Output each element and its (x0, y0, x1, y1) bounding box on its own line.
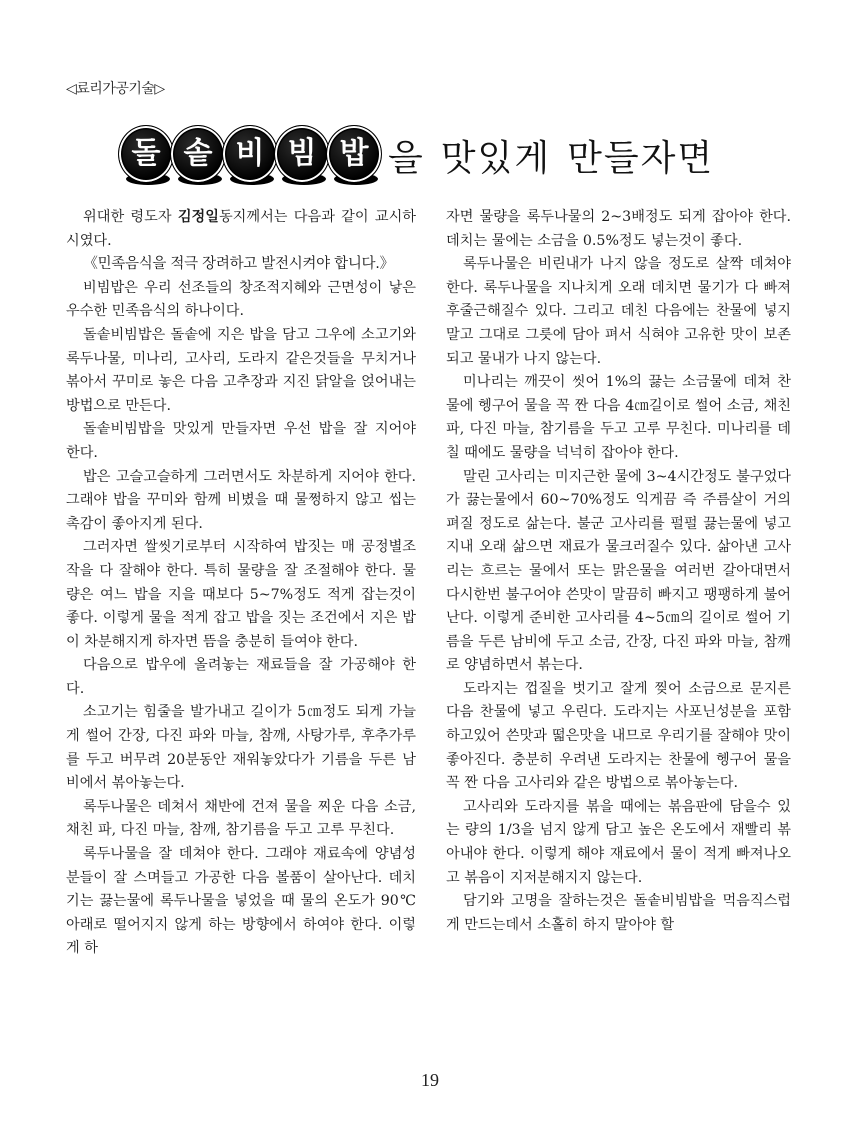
badge-char: 돌 (131, 136, 161, 171)
intro-text: 동지께서는 다음과 같이 교시하시였다. (66, 209, 416, 249)
badge-char: 비 (235, 136, 265, 171)
title-badge (274, 125, 330, 185)
badge-char: 밥 (339, 136, 369, 171)
body-paragraph: 말린 고사리는 미지근한 물에 3~4시간정도 불구었다가 끓는물에서 60~70%정도 익게끔 즉 주름살이 거의 펴질 정도로 삶는다. 불군 고사리를 펄펄 끓는물에 넣고 지내 오래 삶으면 재료가 물크러질수 있다. 삶아낸 고사리는 흐르는 물에서 또는 맑은물을 여러번 갈아대면서 다시한번 불구어야 쓴맛이 말끔히 빠지고 팽팽하게 불어난다. 이렇게 준비한 고사리를 4~5㎝의 길이로 썰어 기름을 두른 남비에 두고 소금, 간장, 다진 파와 마늘, 참깨로 양념하면서 볶는다. (446, 468, 791, 674)
badge-circle (118, 125, 174, 183)
badge-char: 솥 (183, 136, 213, 171)
quote-paragraph: 《민족음식을 적극 장려하고 발전시켜야 합니다.》 (83, 256, 394, 273)
title-badge (326, 125, 382, 185)
body-paragraph: 비빔밥은 우리 선조들의 창조적지혜와 근면성이 낳은 우수한 민족음식의 하나이다. (66, 279, 416, 320)
badge-circle (170, 125, 226, 183)
intro-paragraph (66, 206, 416, 253)
body-paragraph: 다음으로 밥우에 올려놓는 재료들을 잘 가공해야 한다. (66, 657, 416, 697)
badge-circle (222, 125, 278, 183)
badge-char: 빔 (287, 136, 317, 171)
article-title (118, 120, 714, 190)
body-paragraph: 록두나물은 데쳐서 채반에 건져 물을 찌운 다음 소금, 채친 파, 다진 마늘, 참깨, 참기름을 두고 고루 무친다. (66, 798, 416, 839)
body-paragraph: 돌솥비빔밥은 돌솥에 지은 밥을 담고 그우에 소고기와 록두나물, 미나리, 고사리, 도라지 같은것들을 무치거나 볶아서 꾸미로 놓은 다음 고추장과 지진 닭알을 얹어내는 방법으로 만든다. (66, 326, 416, 414)
intro-text: 위대한 령도자 (83, 209, 178, 225)
title-badge (118, 125, 174, 185)
left-column (66, 206, 416, 961)
body-paragraph: 돌솥비빔밥을 맛있게 만들자면 우선 밥을 잘 지어야 한다. (66, 421, 416, 461)
body-paragraph: 담기와 고명을 잘하는것은 돌솥비빔밥을 먹음직스럽게 만드는데서 소홀히 하지 말아야 할 (446, 893, 791, 933)
body-paragraph: 록두나물은 비린내가 나지 않을 정도로 살짝 데쳐야 한다. 록두나물을 지나치게 오래 데치면 물기가 다 빠져 후줄근해질수 있다. 그리고 데친 다음에는 찬물에 넣지 말고 그대로 그릇에 담아 펴서 식혀야 고유한 맛이 보존되고 물내가 나지 않는다. (446, 256, 791, 367)
title-word: 맛있게 (440, 137, 552, 179)
title-word: 만들자면 (567, 137, 715, 179)
section-tag: ◁료리가공기술▷ (66, 81, 165, 97)
body-paragraph: 소고기는 힘줄을 발가내고 길이가 5㎝정도 되게 가늘게 썰어 간장, 다진 파와 마늘, 참깨, 사탕가루, 후추가루를 두고 버무려 20분동안 재워놓았다가 기름을 두른 남비에서 볶아놓는다. (66, 704, 416, 792)
body-paragraph: 록두나물을 잘 데쳐야 한다. 그래야 재료속에 양념성분들이 잘 스며들고 가공한 다음 볼품이 살아난다. 데치기는 끓는물에 록두나물을 넣었을 때 물의 온도가 90℃아래로 떨어지지 않게 하는 방향에서 하여야 한다. 이렇게 하 (66, 846, 416, 957)
title-badge (170, 125, 226, 185)
badge-circle (326, 125, 382, 183)
leader-name: 김정일 (177, 209, 219, 225)
body-paragraph: 고사리와 도라지를 볶을 때에는 볶음판에 담을수 있는 량의 1/3을 넘지 않게 담고 높은 온도에서 재빨리 볶아내야 한다. 이렇게 해야 재료에서 물이 적게 빠져나오고 볶음이 지저분해지지 않는다. (446, 798, 791, 886)
body-paragraph: 밥은 고슬고슬하게 그러면서도 차분하게 지어야 한다. 그래야 밥을 꾸미와 함께 비볐을 때 물쩡하지 않고 씹는 촉감이 좋아지게 된다. (66, 468, 416, 532)
title-word: 을 (388, 137, 425, 179)
title-text (388, 130, 714, 181)
title-badge (222, 125, 278, 185)
right-column (446, 206, 791, 937)
page-number: 19 (421, 1070, 439, 1090)
continued-paragraph: 자면 물량을 록두나물의 2~3배정도 되게 잡아야 한다. 데치는 물에는 소금을 0.5%정도 넣는것이 좋다. (446, 209, 791, 249)
badge-circle (274, 125, 330, 183)
body-paragraph: 미나리는 깨끗이 씻어 1%의 끓는 소금물에 데쳐 찬물에 헹구어 물을 꼭 짠 다음 4㎝길이로 썰어 소금, 채친 파, 다진 마늘, 참기름을 두고 고루 무친다. 미나리를 데칠 때에도 물량을 넉넉히 잡아야 한다. (446, 374, 791, 461)
body-paragraph: 그러자면 쌀씻기로부터 시작하여 밥짓는 매 공정별조작을 다 잘해야 한다. 특히 물량을 잘 조절해야 한다. 물량은 여느 밥을 지을 때보다 5~7%정도 적게 잡는것이 좋다. 이렇게 물을 적게 잡고 밥을 짓는 조건에서 지은 밥이 차분해지게 하자면 뜸을 충분히 들여야 한다. (66, 539, 416, 650)
body-paragraph: 도라지는 껍질을 벗기고 잘게 찢어 소금으로 문지른 다음 찬물에 넣고 우린다. 도라지는 사포닌성분을 포함하고있어 쓴맛과 떫은맛을 내므로 우리기를 잘해야 맛이 좋아진다. 충분히 우려낸 도라지는 찬물에 헹구어 물을 꼭 짠 다음 고사리와 같은 방법으로 볶아놓는다. (446, 680, 791, 792)
